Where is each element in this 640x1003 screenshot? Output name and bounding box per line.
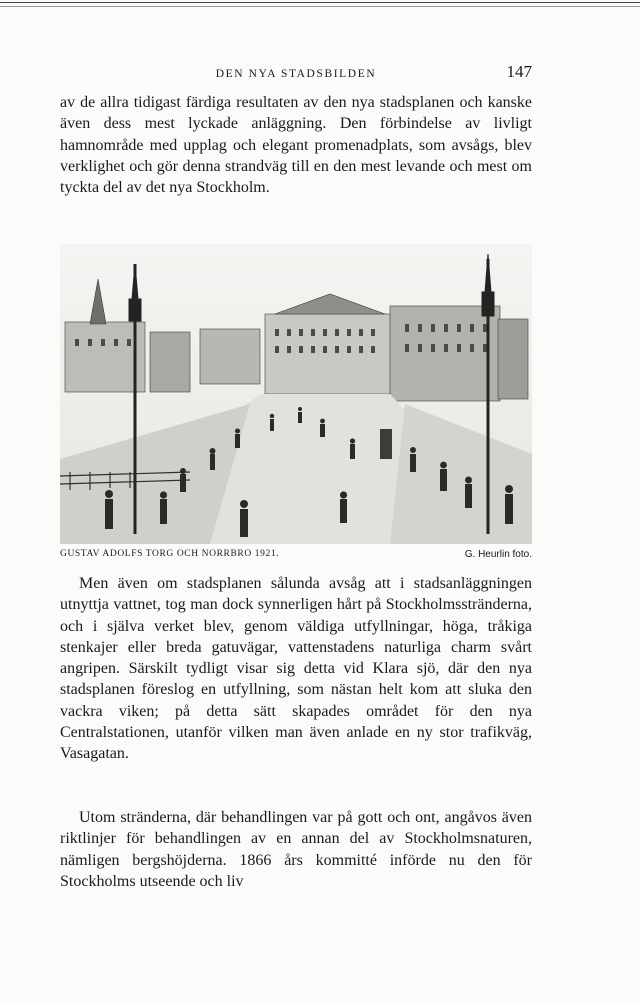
- figure-caption: [60, 549, 532, 563]
- photo-illustration: [60, 244, 532, 544]
- page-number: 147: [506, 62, 532, 81]
- top-rule-secondary: [0, 6, 640, 7]
- caption-title: GUSTAV ADOLFS TORG OCH NORRBRO 1921.: [60, 549, 280, 559]
- paragraph-2-text: Men även om stadsplanen sålunda avsåg att i stadsanläggningen utnyttja vattnet, tog man dock synnerligen hårt på Stockholmsstränderna, och i själva verket blev, genom väldiga utfyllningar, höga, tråkiga stenkajer eller breda gatuvägar, vattenstadens naturliga charm svårt angripen. Särskilt tydligt visar sig detta vid Klara sjö, där den nya stadsplanen föreslog en utfyllning, som nästan helt kom att sluka den vackra viken; på detta sätt skapades området för den nya Centralstationen, utanför vilken man även anlade en ny stor trafikväg, Vasagatan.: [60, 575, 532, 763]
- paragraph-3-text: Utom stränderna, där behandlingen var på gott och ont, angåvos även riktlinjer för behandlingen av en annan del av Stockholmsnaturen, nämligen bergshöjderna. 1866 års kommitté införde nu den för Stockholms utseende och liv: [60, 809, 532, 890]
- running-head-title: DEN NYA STADSBILDEN: [215, 68, 377, 80]
- photo-credit: G. Heurlin foto.: [464, 549, 532, 560]
- paragraph-1-text: av de allra tidigast färdiga resultaten av den nya stadsplanen och kanske även dess mest lyckade anläggning. Den förbindelse av livligt hamnområde med upplag och elegant promenadplats, som avsågs, blev verklighet och gör denna strandväg till en den mest levande och mest om tyckta del av det nya Stockholm.: [60, 94, 532, 197]
- running-head: [60, 62, 532, 88]
- paragraph-3: [60, 807, 532, 892]
- photograph-gustav-adolfs-torg: [60, 244, 532, 544]
- paragraph-1: [60, 92, 532, 198]
- top-rule: [0, 2, 640, 3]
- paragraph-2: [60, 573, 532, 765]
